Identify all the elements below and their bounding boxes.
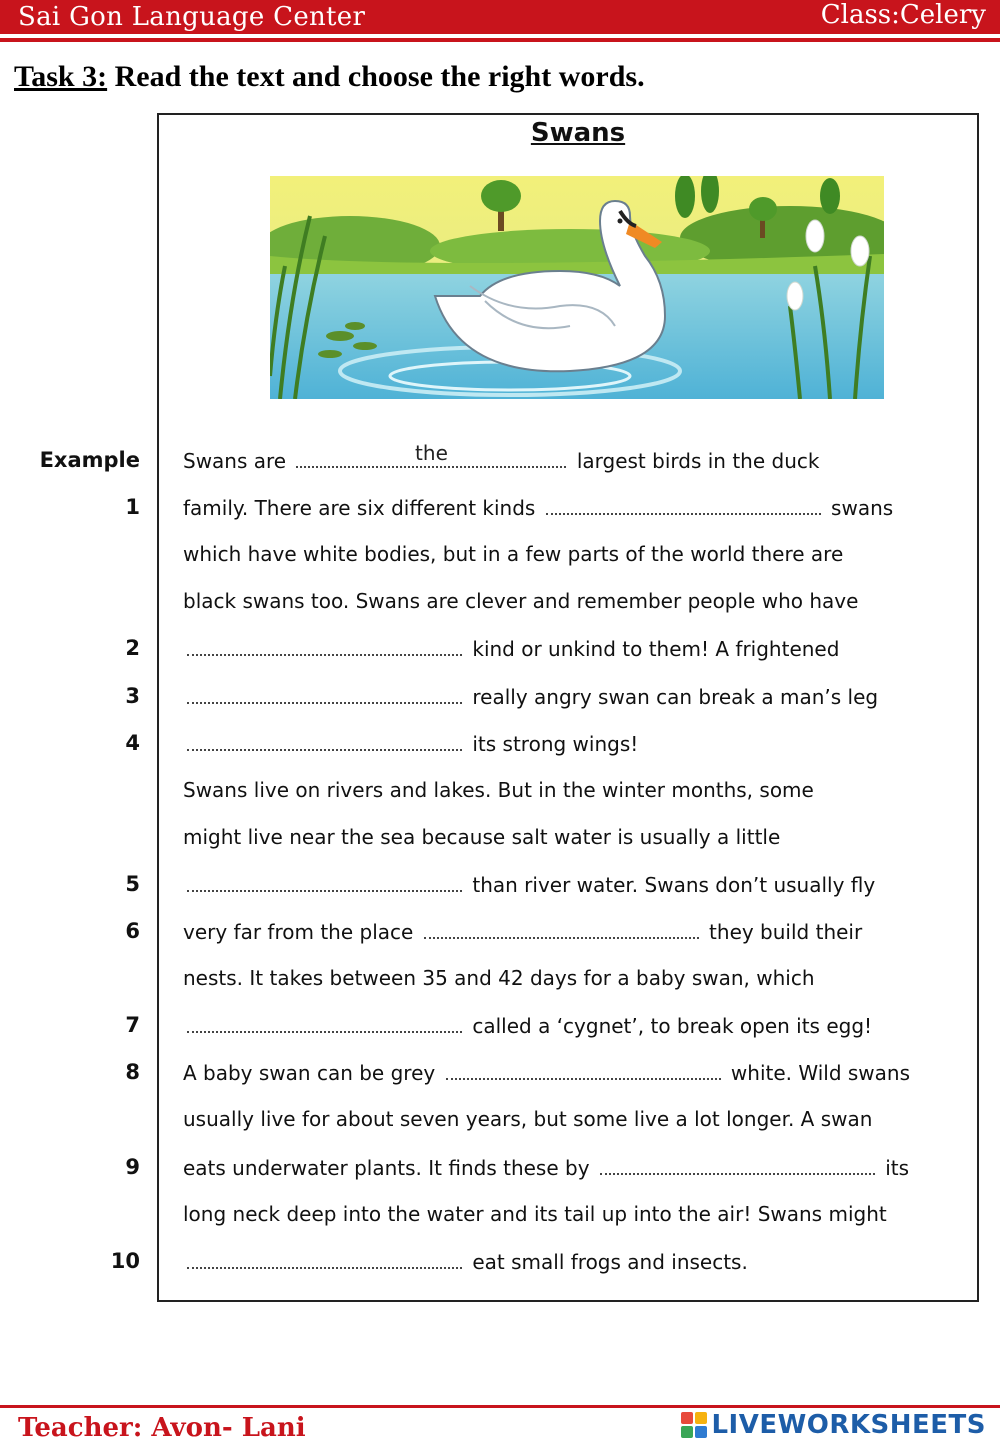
- passage-text-segment: family. There are six different kinds: [183, 496, 542, 520]
- question-number: 4: [125, 731, 140, 755]
- passage-line: [183, 919, 862, 944]
- passage-text-segment: black swans too. Swans are clever and remember people who have: [183, 589, 859, 613]
- answer-blank[interactable]: [187, 1249, 462, 1269]
- passage-text-segment: called a ‘cygnet’, to break open its egg!: [466, 1014, 873, 1038]
- passage-line: [183, 1060, 910, 1085]
- question-number: 10: [110, 1249, 140, 1273]
- passage-text-segment: largest birds in the duck: [570, 449, 820, 473]
- question-number: 1: [125, 495, 140, 519]
- answer-blank[interactable]: [546, 495, 821, 515]
- passage-line: [183, 825, 780, 849]
- passage-line: [183, 1202, 887, 1226]
- logo-square: [681, 1426, 693, 1438]
- passage-text-segment: usually live for about seven years, but some live a lot longer. A swan: [183, 1107, 873, 1131]
- passage-text-segment: eat small frogs and insects.: [466, 1250, 748, 1274]
- passage-text-segment: A baby swan can be grey: [183, 1061, 442, 1085]
- question-number: 7: [125, 1013, 140, 1037]
- passage-text-segment: its strong wings!: [466, 732, 639, 756]
- passage-text-segment: nests. It takes between 35 and 42 days for a baby swan, which: [183, 966, 815, 990]
- passage-line: [183, 1249, 748, 1274]
- passage-text-segment: really angry swan can break a man’s leg: [466, 685, 879, 709]
- passage-line: [183, 684, 878, 709]
- class-label: Class:Celery: [820, 0, 986, 30]
- question-number: 5: [125, 872, 140, 896]
- answer-blank[interactable]: [187, 1013, 462, 1033]
- swan-on-lake-illustration: [270, 176, 884, 399]
- example-answer: the: [415, 441, 448, 465]
- passage-line: [183, 636, 839, 661]
- passage-text-segment: its: [878, 1156, 910, 1180]
- passage-line: [183, 495, 893, 520]
- passage-line: [183, 1107, 872, 1131]
- brand-name: LIVEWORKSHEETS: [711, 1410, 986, 1440]
- passage-line: [183, 542, 843, 566]
- passage-line: [183, 1155, 909, 1180]
- task-instruction: Read the text and choose the right words.: [107, 60, 645, 93]
- passage-text-segment: Swans live on rivers and lakes. But in the winter months, some: [183, 778, 814, 802]
- passage-line: [183, 966, 815, 990]
- passage-title: Swans: [530, 118, 626, 148]
- passage-text-segment: eats underwater plants. It finds these by: [183, 1156, 596, 1180]
- passage-text-segment: they build their: [702, 920, 863, 944]
- passage-line: [183, 441, 820, 473]
- passage-text-segment: Swans are: [183, 449, 293, 473]
- logo-square: [695, 1426, 707, 1438]
- liveworksheets-brand[interactable]: [681, 1410, 986, 1440]
- passage-text-segment: white. Wild swans: [724, 1061, 911, 1085]
- logo-square: [681, 1412, 693, 1424]
- passage-text-segment: long neck deep into the water and its tail up into the air! Swans might: [183, 1202, 887, 1226]
- passage-text-segment: which have white bodies, but in a few parts of the world there are: [183, 542, 844, 566]
- question-number: 2: [125, 636, 140, 660]
- passage-text-segment: might live near the sea because salt water is usually a little: [183, 825, 781, 849]
- passage-text-segment: very far from the place: [183, 920, 420, 944]
- answer-blank[interactable]: [446, 1060, 721, 1080]
- passage-text-segment: swans: [824, 496, 894, 520]
- answer-blank[interactable]: [187, 872, 462, 892]
- task-number: Task 3:: [14, 60, 108, 93]
- header-bar: [0, 0, 1000, 34]
- passage-line: [183, 872, 875, 897]
- logo-square: [695, 1412, 707, 1424]
- example-answer-blank: [296, 441, 566, 468]
- answer-blank[interactable]: [600, 1155, 875, 1175]
- answer-blank[interactable]: [187, 636, 462, 656]
- header-divider: [0, 38, 1000, 42]
- teacher-name: Teacher: Avon- Lani: [18, 1413, 306, 1443]
- answer-blank[interactable]: [187, 684, 462, 704]
- center-name: Sai Gon Language Center: [18, 2, 366, 32]
- question-number: 3: [125, 684, 140, 708]
- passage-text-segment: kind or unkind to them! A frightened: [466, 637, 840, 661]
- example-label: Example: [39, 448, 140, 472]
- passage-text-segment: than river water. Swans don’t usually fly: [466, 873, 876, 897]
- passage-line: [183, 1013, 872, 1038]
- question-number: 8: [125, 1060, 140, 1084]
- liveworksheets-logo-icon: [681, 1412, 707, 1438]
- passage-line: [183, 731, 638, 756]
- answer-blank[interactable]: [187, 731, 462, 751]
- task-title: [14, 60, 645, 94]
- footer-divider: [0, 1405, 1000, 1408]
- question-number: 9: [125, 1155, 140, 1179]
- answer-blank[interactable]: [424, 919, 699, 939]
- question-number: 6: [125, 919, 140, 943]
- passage-line: [183, 589, 858, 613]
- passage-line: [183, 778, 814, 802]
